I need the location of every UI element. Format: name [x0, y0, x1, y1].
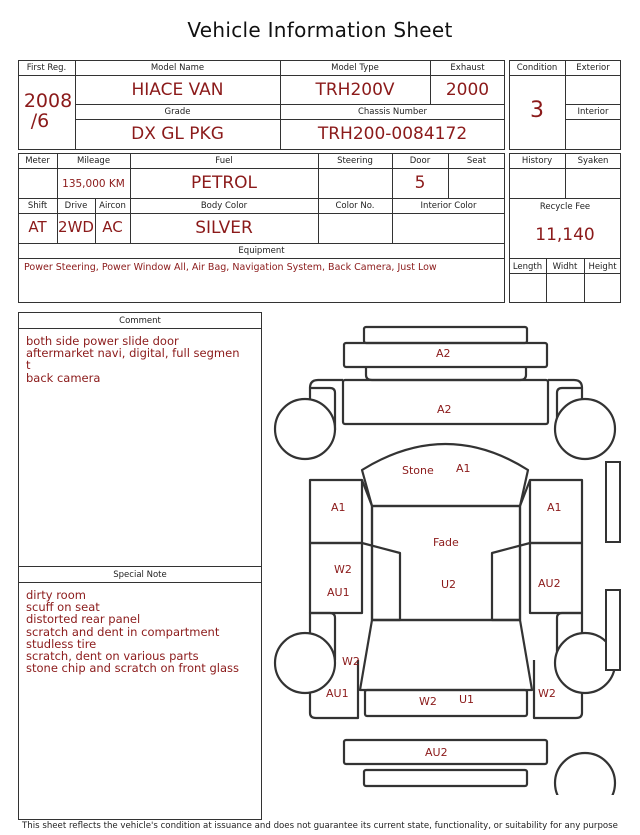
front-left-wheel-shape — [275, 399, 335, 459]
model-name-value: HIACE VAN — [131, 80, 224, 100]
recycle-fee-label: Recycle Fee — [539, 202, 591, 212]
comment-line: back camera — [26, 370, 101, 385]
special-note-line: stone chip and scratch on front glass — [26, 661, 239, 676]
exhaust-label: Exhaust — [450, 63, 485, 73]
rear-hatch-shape — [360, 620, 532, 690]
length-label: Length — [512, 262, 543, 272]
diagram-label-rear-bumper: AU2 — [425, 746, 448, 759]
special-note-line: dirty room — [26, 588, 86, 602]
body-color-value: SILVER — [195, 218, 253, 238]
drive-label: Drive — [64, 201, 88, 211]
spare-wheel-shape — [555, 753, 615, 795]
model-type-value: TRH200V — [315, 80, 395, 100]
diagram-label-right-fender: A1 — [547, 501, 562, 514]
diagram-label-front-bumper: A2 — [436, 347, 451, 360]
seat-label: Seat — [466, 156, 487, 166]
special-note-line: scratch and dent in compartment — [26, 624, 220, 639]
diagram-label-glass-stone: Stone — [402, 464, 434, 477]
diagram-label-roof-u: U2 — [441, 578, 457, 591]
door-value: 5 — [414, 173, 426, 193]
aircon-label: Aircon — [99, 201, 126, 211]
diagram-label-left-fender: A1 — [331, 501, 346, 514]
mileage-label: Mileage — [76, 156, 111, 166]
hood-shape — [366, 367, 526, 380]
equipment-value: Power Steering, Power Window All, Air Bag, Navigation System, Back Camera, Just Low — [24, 262, 437, 273]
diagram-label-glass-a1: A1 — [456, 462, 471, 475]
special-note-label: Special Note — [113, 570, 167, 580]
vehicle-damage-diagram — [270, 320, 632, 795]
model-name-label: Model Name — [150, 63, 205, 73]
meter-label: Meter — [25, 156, 50, 166]
color-no-label: Color No. — [335, 201, 375, 211]
chassis-value: TRH200-0084172 — [317, 124, 468, 144]
equipment-label: Equipment — [238, 246, 285, 256]
first-reg-month: /6 — [30, 110, 50, 132]
recycle-fee-value: 11,140 — [535, 225, 595, 245]
steering-label: Steering — [337, 156, 373, 166]
special-note-line: scuff on seat — [26, 600, 100, 615]
special-note-line: distorted rear panel — [26, 612, 141, 627]
height-label: Height — [588, 262, 617, 272]
body-color-label: Body Color — [200, 201, 248, 211]
comment-line: t — [26, 358, 31, 373]
condition-label: Condition — [516, 63, 558, 73]
history-label: History — [521, 156, 553, 166]
diagram-label-hood: A2 — [437, 403, 452, 416]
diagram-label-left-rear-w: W2 — [342, 655, 360, 668]
shift-label: Shift — [27, 201, 48, 211]
special-note-line: scratch, dent on various parts — [26, 649, 199, 664]
diagram-label-left-door-a: AU1 — [327, 586, 350, 599]
chassis-label: Chassis Number — [357, 107, 428, 117]
special-note-line: studless tire — [26, 636, 97, 651]
grade-label: Grade — [164, 107, 191, 117]
first-reg-label: First Reg. — [26, 63, 67, 73]
diagram-label-right-rear: W2 — [538, 687, 556, 700]
comment-line: both side power slide door — [26, 334, 179, 348]
comment-text — [26, 335, 258, 384]
footer-disclaimer: This sheet reflects the vehicle's condition at issuance and does not guarantee its current state, functionality, or suitability for any purpose — [22, 821, 618, 831]
grade-value: DX GL PKG — [131, 124, 224, 144]
first-reg-year: 2008 — [23, 90, 73, 112]
comment-line: aftermarket navi, digital, full segmen — [26, 346, 240, 361]
diagram-label-rear-u: U1 — [459, 693, 475, 706]
front-bumper-shape — [364, 327, 527, 343]
diagram-label-left-door-w: W2 — [334, 563, 352, 576]
roof-shape — [372, 506, 520, 620]
diagram-label-left-rear-a: AU1 — [326, 687, 349, 700]
comment-label: Comment — [119, 316, 161, 326]
diagram-label-rear-w: W2 — [419, 695, 437, 708]
model-type-label: Model Type — [331, 63, 379, 73]
door-label: Door — [409, 156, 431, 166]
exhaust-value: 2000 — [445, 80, 490, 100]
interior-label: Interior — [577, 107, 609, 117]
front-right-wheel-shape — [555, 399, 615, 459]
width-label: Widht — [552, 262, 578, 272]
interior-color-label: Interior Color — [420, 201, 477, 211]
drive-value: 2WD — [58, 218, 94, 236]
aircon-value: AC — [102, 218, 123, 236]
fuel-label: Fuel — [215, 156, 233, 166]
exterior-label: Exterior — [576, 63, 610, 73]
special-note-text — [26, 589, 258, 674]
sheet-title: Vehicle Information Sheet — [187, 18, 453, 42]
front-glass-shape — [362, 444, 528, 506]
fuel-value: PETROL — [190, 173, 258, 193]
shift-value: AT — [28, 218, 47, 236]
diagram-label-roof: Fade — [433, 536, 459, 549]
condition-value: 3 — [530, 98, 544, 123]
rear-left-wheel-shape — [275, 633, 335, 693]
diagram-label-right-door: AU2 — [538, 577, 561, 590]
mileage-value: 135,000 KM — [62, 178, 125, 190]
syaken-label: Syaken — [577, 156, 609, 166]
